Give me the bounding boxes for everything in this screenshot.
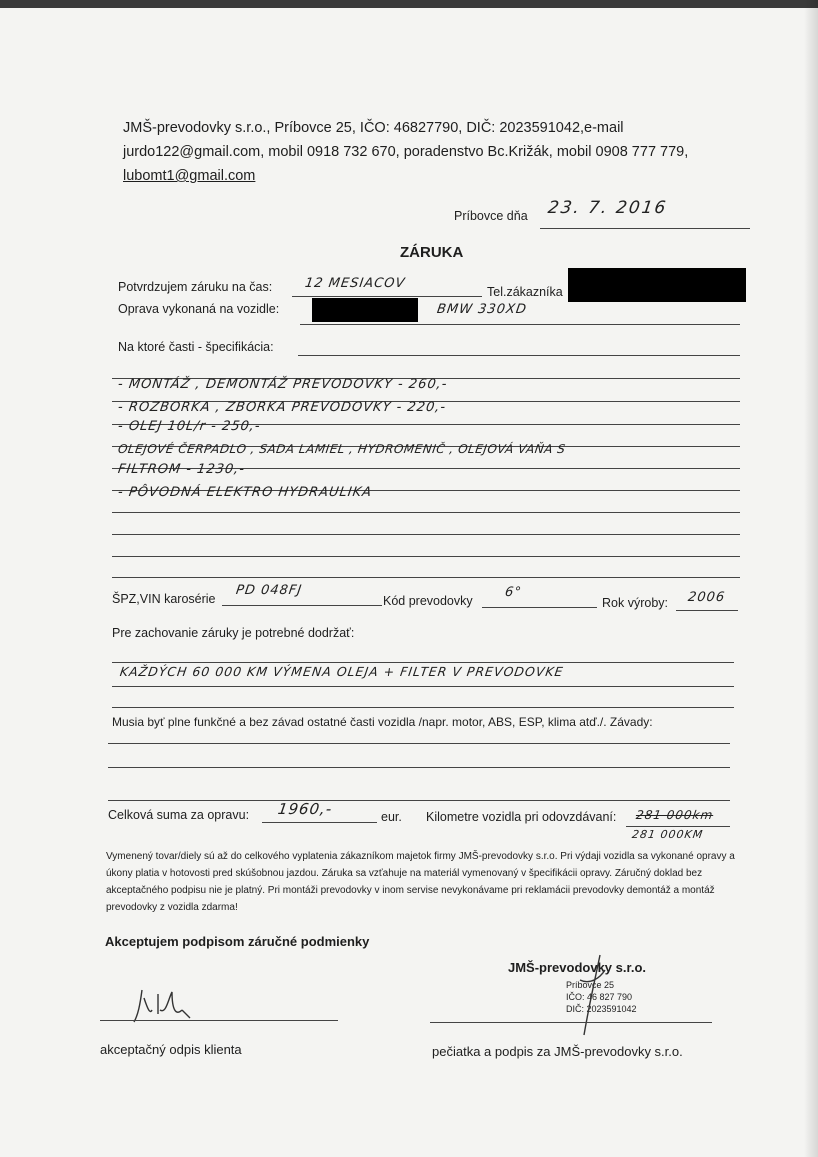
maintain-label: Pre zachovanie záruky je potrebné dodržať:	[112, 626, 355, 640]
gearbox-code-value: 6°	[503, 585, 523, 600]
scan-top-border	[0, 0, 818, 8]
spec-item: - OLEJ 10L/r - 250,-	[116, 419, 262, 434]
gearbox-code-label: Kód prevodovky	[383, 594, 473, 608]
place-date-label: Príbovce dňa	[454, 209, 528, 223]
customer-phone-label: Tel.zákazníka	[487, 285, 563, 299]
spz-line	[222, 605, 382, 606]
maintain-rule-2	[112, 686, 734, 687]
vehicle-value: BMW 330XD	[435, 302, 528, 317]
spec-item: - ROZBORKA , ZBORKA PREVODOVKY - 220,-	[116, 400, 448, 415]
stamp-company: JMŠ-prevodovky s.r.o.	[508, 960, 646, 975]
spec-item: - PÔVODNÁ ELEKTRO HYDRAULIKA	[116, 485, 374, 500]
redaction-phone	[568, 268, 746, 302]
km-line	[626, 826, 730, 827]
spec-item: FILTROM - 1230,-	[116, 462, 247, 477]
total-line	[262, 822, 377, 823]
warranty-value: 12 MESIACOV	[303, 276, 407, 291]
company-line-3: lubomt1@gmail.com	[123, 168, 256, 184]
place-date-value: 23. 7. 2016	[546, 198, 669, 218]
warranty-line	[292, 296, 482, 297]
date-line	[540, 228, 750, 229]
spz-label: ŠPZ,VIN karosérie	[112, 592, 216, 606]
defects-rule-1	[108, 743, 730, 744]
document-title: ZÁRUKA	[400, 244, 464, 261]
redaction-vehicle	[312, 298, 418, 322]
defects-rule-3	[108, 800, 730, 801]
client-signature-label: akceptačný odpis klienta	[100, 1042, 242, 1057]
spz-value: PD 048FJ	[234, 583, 304, 598]
km-value: 281 000KM	[631, 828, 705, 841]
maintain-rule-1	[112, 662, 734, 663]
total-unit: eur.	[381, 810, 402, 824]
year-label: Rok výroby:	[602, 596, 668, 610]
year-value: 2006	[686, 590, 727, 605]
company-signature-line	[430, 1022, 712, 1023]
spec-label: Na ktoré časti - špecifikácia:	[118, 340, 274, 354]
company-signature	[560, 950, 620, 1040]
total-label: Celková suma za opravu:	[108, 808, 250, 822]
stamp-address: Príbovce 25	[566, 980, 615, 990]
accept-text: Akceptujem podpisom záručné podmienky	[105, 934, 370, 949]
spec-rule-8	[112, 534, 740, 535]
spec-item: OLEJOVÉ ČERPADLO , SADA LAMIEL , HYDROMENIČ , OLEJOVÁ VAŇA S	[117, 442, 567, 456]
terms-text: Vymenený tovar/diely sú až do celkového vyplatenia zákazníkom majetok firmy JMŠ-prevodovky s.r.o. Pri výdaji vozidla sa vykonané opravy a úkony platia v hotovosti pred skúšobnou jazdou. Záruka sa vzťahuje na materiál vymenovaný v špecifikácii opravy. Záručný doklad bez akceptačného podpisu nie je platný. Pri montáži prevodovky v inom servise nevykonávame pri reklamácii prevodovky demontáž a montáž prevodovky z vozidla zdarma!	[106, 851, 735, 913]
maintain-value: KAŽDÝCH 60 000 KM VÝMENA OLEJA + FILTER V PREVODOVKE	[118, 664, 565, 679]
total-value: 1960,-	[276, 800, 334, 818]
company-line-1: JMŠ-prevodovky s.r.o., Príbovce 25, IČO: 46827790, DIČ: 2023591042,e-mail	[123, 120, 624, 136]
spec-item: - MONTÁŽ , DEMONTÁŽ PREVODOVKY - 260,-	[116, 377, 449, 392]
km-label: Kilometre vozidla pri odovzdávaní:	[426, 810, 617, 824]
maintain-rule-3	[112, 707, 734, 708]
stamp-ico: IČO: 46 827 790	[566, 992, 633, 1002]
vehicle-label: Oprava vykonaná na vozidle:	[118, 302, 280, 316]
defects-rule-2	[108, 767, 730, 768]
spec-rule-9	[112, 556, 740, 557]
gearbox-code-line	[482, 607, 597, 608]
warranty-label: Potvrdzujem záruku na čas:	[118, 280, 273, 294]
spec-line-0	[298, 355, 740, 356]
company-line-2: jurdo122@gmail.com, mobil 0918 732 670, poradenstvo Bc.Križák, mobil 0908 777 779,	[123, 144, 689, 160]
spec-rule-10	[112, 577, 740, 578]
stamp-dic: DIČ: 2023591042	[566, 1004, 637, 1014]
company-signature-label: pečiatka a podpis za JMŠ-prevodovky s.r.o.	[432, 1044, 683, 1059]
spec-rule-7	[112, 512, 740, 513]
year-line	[676, 610, 738, 611]
client-signature	[110, 980, 220, 1030]
client-signature-line	[100, 1020, 338, 1021]
vehicle-line	[300, 324, 740, 325]
scan-right-edge	[804, 0, 818, 1157]
must-be-text: Musia byť plne funkčné a bez závad ostatné časti vozidla /napr. motor, ABS, ESP, klima atď./. Závady:	[112, 715, 653, 729]
km-struck-value: 281 000km	[635, 808, 715, 822]
